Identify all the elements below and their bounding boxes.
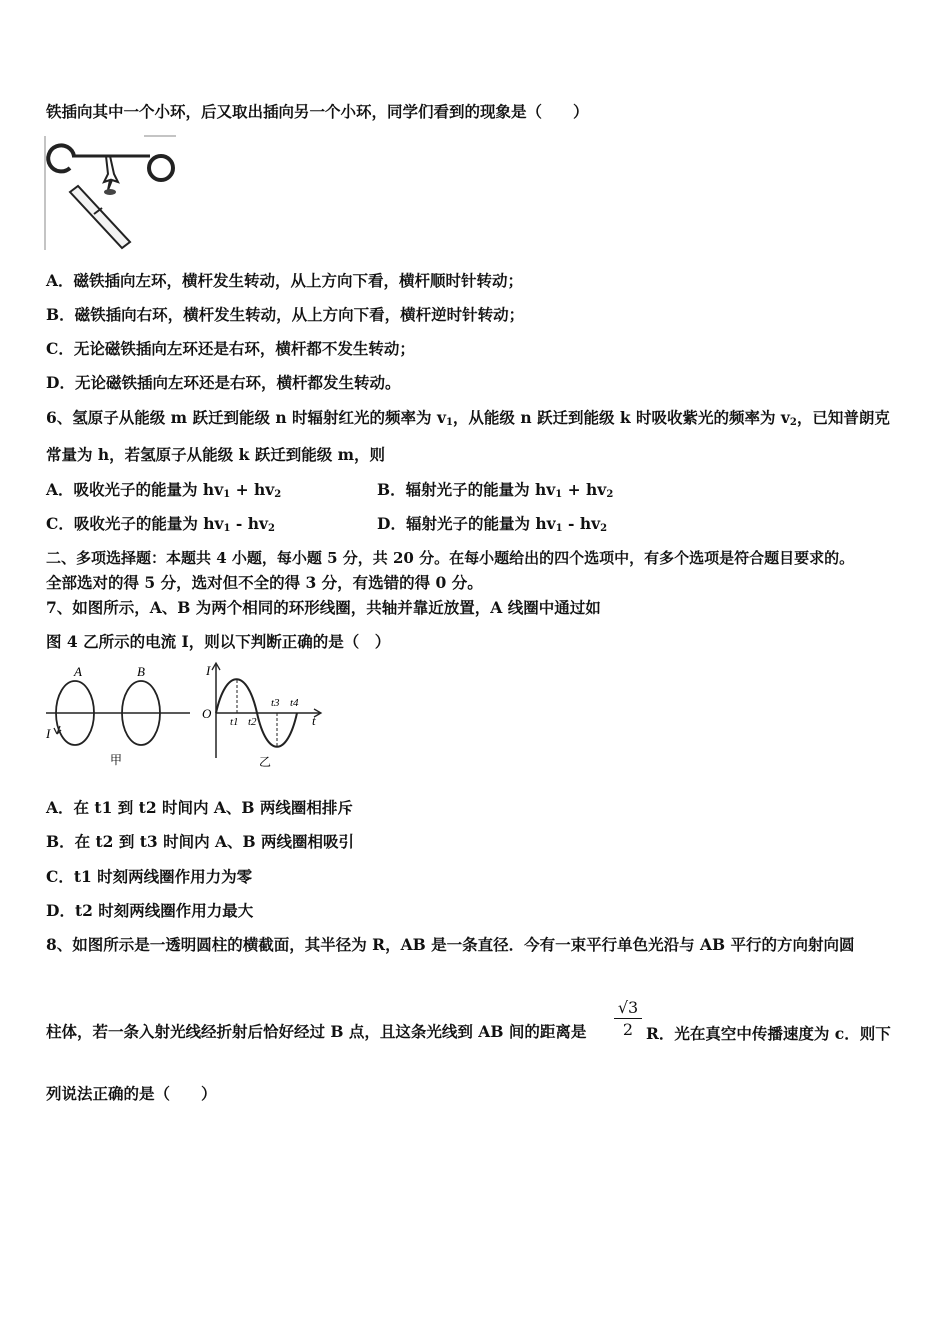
q6-option-d: D．辐射光子的能量为 $hv_1 - hv_2$ xyxy=(377,514,608,534)
q5-stem: 铁插向其中一个小环，后又取出插向另一个小环，同学们看到的现象是（ ） xyxy=(46,102,589,121)
q7-stem-line1: 7、如图所示，A、B 为两个相同的环形线圈，共轴并靠近放置，A 线圈中通过如 xyxy=(46,598,601,617)
left-ring xyxy=(48,145,74,171)
pivot-stand xyxy=(104,156,118,190)
q6-option-a: A．吸收光子的能量为 $hv_1 + hv_2$ xyxy=(46,480,282,500)
label-t1: t1 xyxy=(230,716,239,728)
label-t-axis: t xyxy=(312,713,316,728)
label-t4: t4 xyxy=(290,697,299,709)
bar-magnet xyxy=(70,186,130,248)
q6-option-c: C．吸收光子的能量为 $hv_1 - hv_2$ xyxy=(46,514,275,534)
q8-stem-line2-tail: R．光在真空中传播速度为 c．则下 xyxy=(646,1024,891,1043)
ring-magnet-figure xyxy=(44,134,178,252)
section2-heading-line1: 二、多项选择题：本题共 4 小题，每小题 5 分，共 20 分。在每小题给出的四个选项中，有多个选项是符合题目要求的。 xyxy=(46,549,855,567)
coil-current-figure xyxy=(44,658,324,770)
label-a: A xyxy=(74,664,82,679)
label-t3: t3 xyxy=(271,697,280,709)
q8-stem-line2: 柱体，若一条入射光线经折射后恰好经过 B 点，且这条光线到 AB 间的距离是 xyxy=(46,1022,587,1041)
q5-option-b: B．磁铁插向右环，横杆发生转动，从上方向下看，横杆逆时针转动； xyxy=(46,305,525,324)
right-ring xyxy=(149,156,173,180)
q6-option-b: B．辐射光子的能量为 $hv_1 + hv_2$ xyxy=(377,480,614,500)
q7-option-c: C．t1 时刻两线圈作用力为零 xyxy=(46,867,253,886)
label-i-left: I xyxy=(46,726,51,741)
label-jia: 甲 xyxy=(110,753,123,767)
label-b: B xyxy=(137,664,145,679)
q7-option-a: A．在 t1 到 t2 时间内 A、B 两线圈相排斥 xyxy=(46,798,353,817)
q7-option-b: B．在 t2 到 t3 时间内 A、B 两线圈相吸引 xyxy=(46,832,354,851)
label-i-axis: I xyxy=(206,663,211,678)
q6-stem-line2: 常量为 h，若氢原子从能级 k 跃迁到能级 m，则 xyxy=(46,445,385,464)
section2-heading-line2: 全部选对的得 5 分，选对但不全的得 3 分，有选错的得 0 分。 xyxy=(46,573,483,592)
fraction-denominator: 2 xyxy=(622,1020,634,1039)
q7-option-d: D．t2 时刻两线圈作用力最大 xyxy=(46,901,254,920)
q8-stem-line3: 列说法正确的是（ ） xyxy=(46,1084,217,1103)
q5-option-d: D．无论磁铁插向左环还是右环，横杆都发生转动。 xyxy=(46,373,401,392)
q7-stem-line2: 图 4 乙所示的电流 I，则以下判断正确的是（ ） xyxy=(46,632,391,651)
label-yi: 乙 xyxy=(259,755,272,769)
q5-option-c: C．无论磁铁插向左环还是右环，横杆都不发生转动； xyxy=(46,339,415,358)
q5-option-a: A．磁铁插向左环，横杆发生转动，从上方向下看，横杆顺时针转动； xyxy=(46,271,524,290)
label-origin: O xyxy=(202,706,212,721)
sqrt3-over-2-fraction xyxy=(614,998,642,1039)
label-t2: t2 xyxy=(248,716,257,728)
fraction-numerator: √3 xyxy=(614,998,642,1019)
q8-stem-line1: 8、如图所示是一透明圆柱的横截面，其半径为 R，AB 是一条直径．今有一束平行单色光沿与 AB 平行的方向射向圆 xyxy=(46,935,855,954)
q6-stem-line1: 6、氢原子从能级 m 跃迁到能级 n 时辐射红光的频率为 $v_1$，从能级 n 跃迁到能级 k 时吸收紫光的频率为 $v_2$，已知普朗克 xyxy=(46,408,890,428)
